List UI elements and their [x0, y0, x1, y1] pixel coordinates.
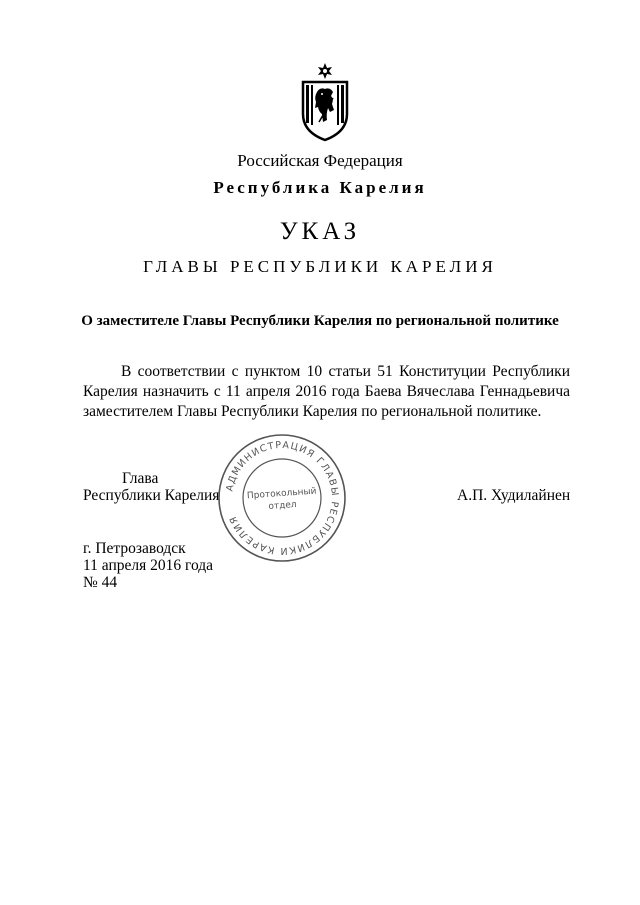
- stamp-center-line1: Протокольный: [246, 486, 317, 502]
- document-body: В соответствии с пунктом 10 статьи 51 Конституции Республики Карелия назначить с 11 апреля 2016 года Баева Вячеслава Геннадьевича заместителем Главы Республики Карелия по региональной политике.: [83, 363, 570, 420]
- document-issuer: ГЛАВЫ РЕСПУБЛИКИ КАРЕЛИЯ: [143, 257, 497, 276]
- signatory-title-line2: Республики Карелия: [83, 487, 220, 504]
- document-number: № 44: [83, 574, 118, 591]
- official-stamp: [216, 432, 348, 564]
- karelia-coat-of-arms-icon: [297, 62, 353, 142]
- country-name: Российская Федерация: [237, 151, 403, 170]
- republic-name: Республика Карелия: [213, 178, 427, 197]
- signatory-title-line1: Глава: [122, 470, 159, 487]
- issue-city: г. Петрозаводск: [83, 540, 186, 557]
- document-subject: О заместителе Главы Республики Карелия по региональной политике: [81, 313, 559, 329]
- stamp-ring-text: АДМИНИСТРАЦИЯ ГЛАВЫ РЕСПУБЛИКИ КАРЕЛИЯ: [224, 439, 341, 557]
- issue-date: 11 апреля 2016 года: [83, 557, 214, 574]
- signatory-name: А.П. Худилайнен: [457, 487, 571, 504]
- document-type: УКАЗ: [279, 218, 361, 245]
- stamp-center-line2: отдел: [268, 500, 298, 512]
